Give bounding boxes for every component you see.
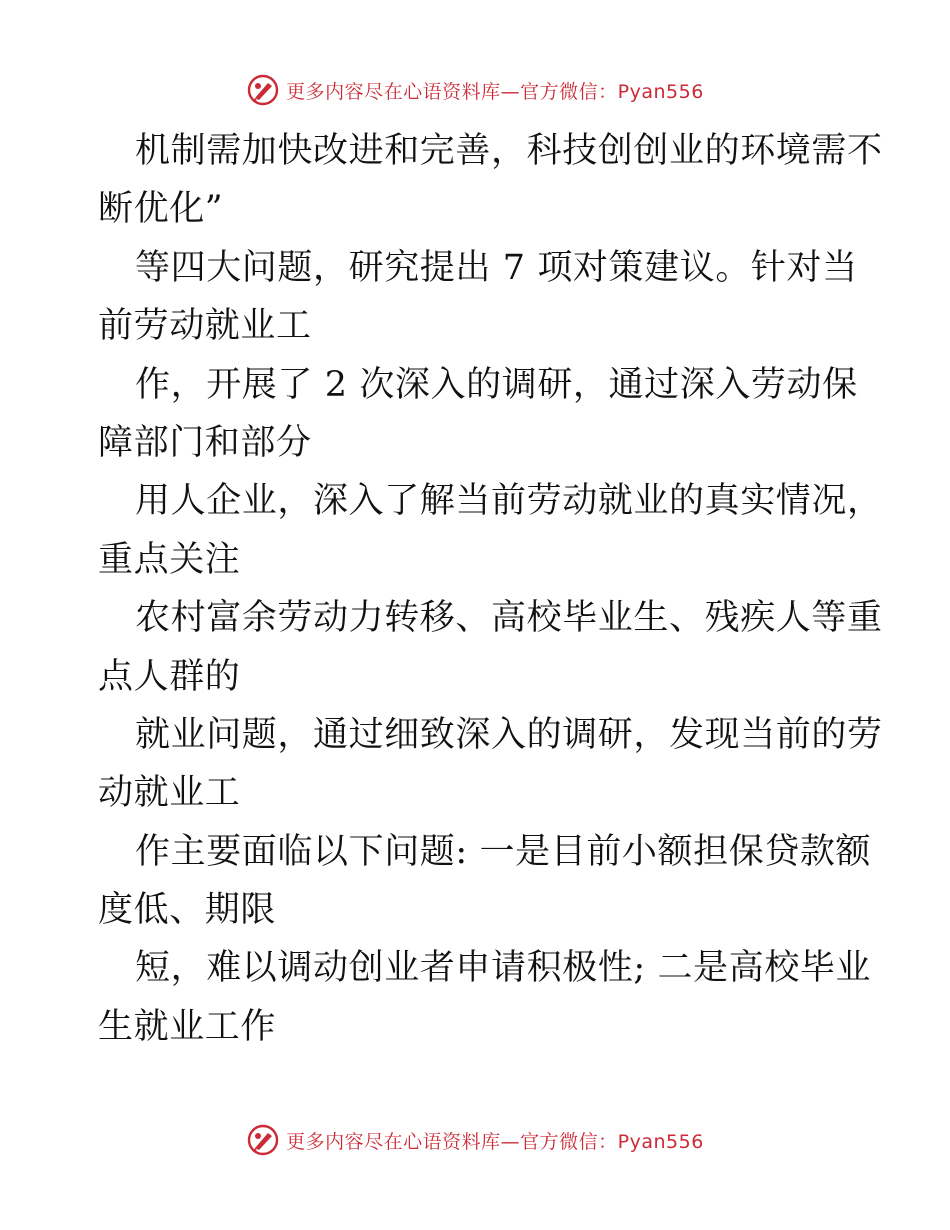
body-line: 作主要面临以下问题: 一是目前小额担保贷款额: [135, 831, 872, 872]
body-line: 机制需加快改进和完善，科技创创业的环境需不: [135, 131, 883, 171]
header-banner-text: 更多内容尽在心语资料库—官方微信：Pyan556: [286, 80, 704, 103]
body-line: 前劳动就业工: [98, 306, 312, 347]
body-line: 等四大问题，研究提出 7 项对策建议。针对当: [135, 247, 858, 288]
document-body: [98, 122, 883, 1056]
footer-banner-text: 更多内容尽在心语资料库—官方微信：Pyan556: [286, 1130, 704, 1153]
pen-logo-icon: [246, 73, 280, 107]
body-line: 度低、期限: [98, 890, 277, 931]
body-line: 障部门和部分: [98, 422, 312, 463]
pen-logo-icon: [246, 1123, 280, 1157]
body-line: 断优化”: [98, 189, 224, 230]
body-line: 生就业工作: [98, 1006, 277, 1047]
body-line: 重点关注: [98, 539, 241, 580]
body-line: 动就业工: [98, 773, 241, 814]
body-line: 短，难以调动创业者申请积极性; 二是高校毕业: [135, 948, 872, 989]
header-banner: [0, 70, 950, 110]
body-line: 农村富余劳动力转移、高校毕业生、残疾人等重: [135, 598, 883, 639]
body-line: 点人群的: [98, 656, 241, 697]
body-line: 就业问题，通过细致深入的调研，发现当前的劳: [135, 714, 883, 755]
footer-banner: [0, 1120, 950, 1160]
body-line: 作，开展了 2 次深入的调研，通过深入劳动保: [135, 364, 858, 405]
body-line: 用人企业，深入了解当前劳动就业的真实情况，: [135, 481, 883, 522]
